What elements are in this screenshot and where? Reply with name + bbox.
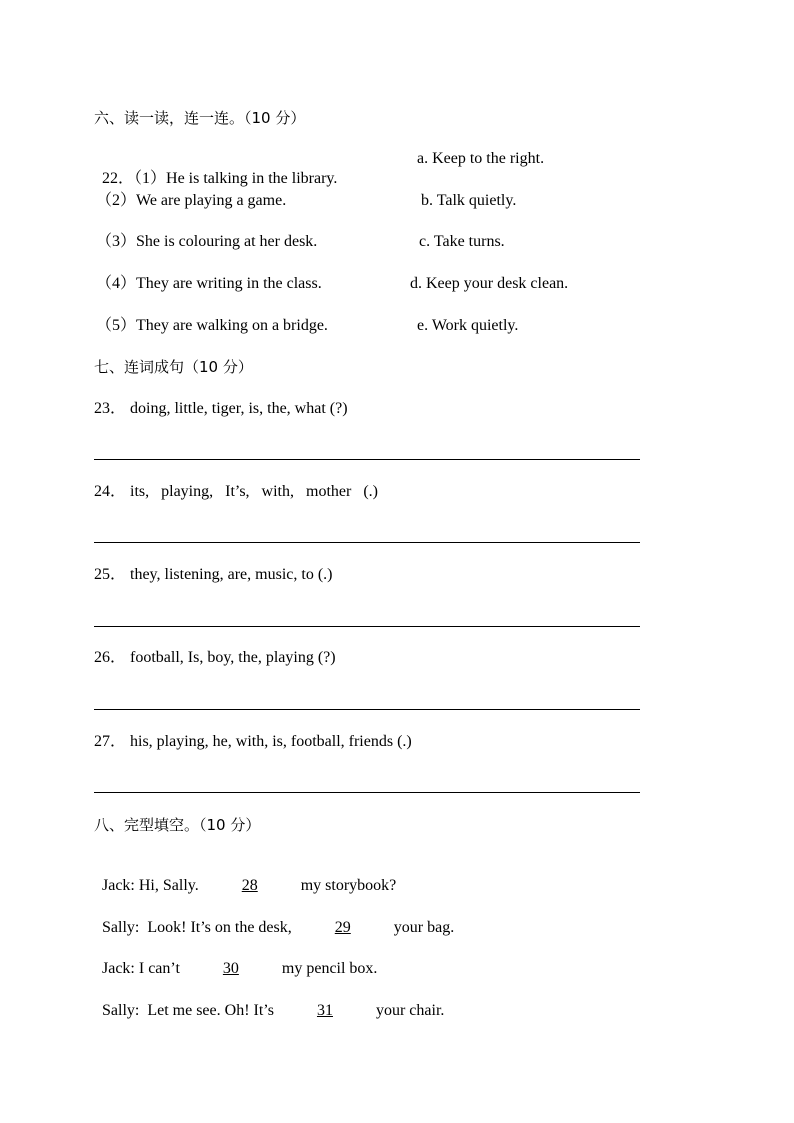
q22-item-2: （2）We are playing a game. [96,192,287,209]
q22-item-4: （4）They are writing in the class. [96,275,322,292]
cloze-line-1 [94,856,396,896]
cloze-blank-28[interactable]: 28 [241,877,258,894]
item-left: （1）He is talking in the library. [134,170,338,187]
q22-option-e: e. Work quietly. [417,317,519,334]
q26-answer-line[interactable] [94,709,640,710]
cloze-line-3 [94,939,377,979]
q23-prompt: 23． doing, little, tiger, is, the, what (?) [94,400,348,417]
q22-item-1 [94,149,337,189]
cloze-line-2 [94,898,454,938]
q22-item-5: （5）They are walking on a bridge. [96,317,328,334]
cloze-text: Jack: Hi, Sally. [102,877,203,894]
cloze-text: Jack: I can’t [102,960,184,977]
section6-heading: 六、读一读，连一连。（10 分） [94,109,306,127]
cloze-line-4 [94,981,444,1021]
section8-heading: 八、完型填空。（10 分） [94,816,261,834]
q22-item-3: （3）She is colouring at her desk. [96,233,318,250]
cloze-blank-30[interactable]: 30 [222,960,239,977]
q24-answer-line[interactable] [94,542,640,543]
q24-prompt: 24． its, playing, It’s, with, mother (.) [94,483,378,500]
cloze-text: Sally: Let me see. Oh! It’s [102,1002,278,1019]
cloze-text: your chair. [371,1002,445,1019]
cloze-blank-31[interactable]: 31 [316,1002,333,1019]
cloze-text: Sally: Look! It’s on the desk, [102,919,296,936]
q22-option-a: a. Keep to the right. [417,150,545,167]
q23-answer-line[interactable] [94,459,640,460]
q25-answer-line[interactable] [94,626,640,627]
q26-prompt: 26． football, Is, boy, the, playing (?) [94,649,336,666]
q27-prompt: 27． his, playing, he, with, is, football, friends (.) [94,733,412,750]
q22-option-c: c. Take turns. [419,233,505,250]
cloze-text: my storybook? [296,877,397,894]
cloze-text: your bag. [389,919,455,936]
q27-answer-line[interactable] [94,792,640,793]
q22-number: 22． [102,170,135,187]
q22-option-d: d. Keep your desk clean. [410,275,569,292]
section7-heading: 七、连词成句（10 分） [94,358,253,376]
q25-prompt: 25． they, listening, are, music, to (.) [94,566,333,583]
cloze-text: my pencil box. [277,960,378,977]
q22-option-b: b. Talk quietly. [421,192,517,209]
cloze-blank-29[interactable]: 29 [334,919,351,936]
